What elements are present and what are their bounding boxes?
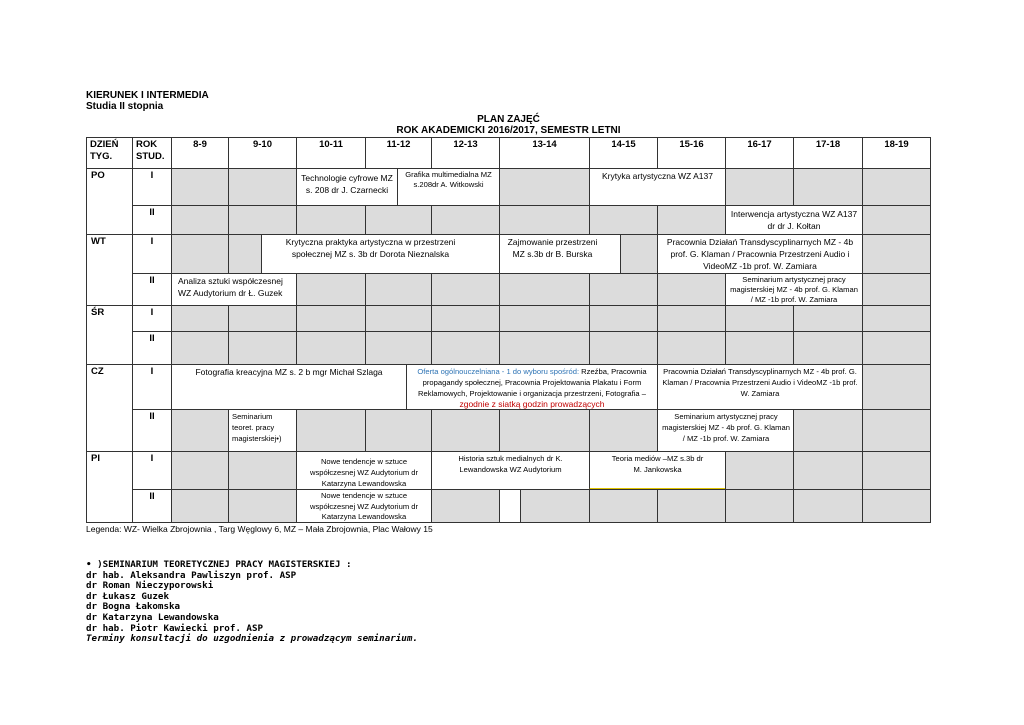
empty-slot bbox=[499, 168, 590, 206]
empty-slot bbox=[589, 331, 658, 365]
year-ii: II bbox=[132, 489, 172, 523]
class-zajmowanie-przestrzeni: Zajmowanie przestrzeni MZ s.3b dr B. Burska bbox=[499, 234, 621, 274]
notes-name: dr Łukasz Guzek bbox=[86, 590, 169, 602]
hour-header: 12-13 bbox=[431, 137, 500, 169]
hour-header: 9-10 bbox=[228, 137, 297, 169]
empty-slot bbox=[296, 305, 366, 332]
hour-header: 13-14 bbox=[499, 137, 590, 169]
class-pracownia-dzialan: Pracownia Działań Transdyscyplinarnych MZ - 4b prof. G. Klaman / Pracownia Przestrzeni Audio i VideoMZ -1b prof. W. Zamiara bbox=[657, 234, 863, 274]
empty-slot bbox=[365, 331, 432, 365]
empty-slot bbox=[171, 234, 229, 274]
empty-slot bbox=[171, 205, 229, 235]
empty-slot bbox=[862, 331, 931, 365]
empty-slot bbox=[589, 489, 658, 523]
seminar-notes bbox=[86, 560, 418, 645]
empty-slot bbox=[620, 234, 658, 274]
year-i: I bbox=[132, 364, 172, 410]
hour-header: 15-16 bbox=[657, 137, 726, 169]
class-seminarium-artystyczne: Seminarium artystycznej pracy magisterskiej MZ - 4b prof. G. Klaman / MZ -1b prof. W. Zamiara bbox=[725, 273, 863, 306]
day-po: PO bbox=[86, 168, 133, 235]
empty-slot bbox=[431, 273, 500, 306]
year-i: I bbox=[132, 305, 172, 332]
class-teoria-mediow: Teoria mediów –MZ s.3b dr M. Jankowska bbox=[589, 451, 726, 490]
notes-name: dr hab. Piotr Kawiecki prof. ASP bbox=[86, 622, 264, 634]
empty-slot bbox=[725, 305, 794, 332]
empty-slot bbox=[171, 331, 229, 365]
empty-slot bbox=[228, 331, 297, 365]
empty-slot bbox=[862, 168, 931, 206]
class-seminarium-artystyczne: Seminarium artystycznej pracy magisterskiej MZ - 4b prof. G. Klaman / MZ -1b prof. W. Zamiara bbox=[657, 409, 795, 452]
empty-slot bbox=[657, 205, 726, 235]
empty-slot bbox=[520, 489, 590, 523]
empty-slot bbox=[589, 305, 658, 332]
notes-title: • )SEMINARIUM TEORETYCZNEJ PRACY MAGISTERSKIEJ : bbox=[86, 559, 352, 570]
empty-slot bbox=[365, 409, 432, 452]
empty-slot bbox=[862, 305, 931, 332]
plan-title: PLAN ZAJĘĆ bbox=[477, 114, 540, 125]
empty-slot bbox=[228, 489, 297, 523]
empty-slot bbox=[499, 205, 590, 235]
class-krytyczna-praktyka: Krytyczna praktyka artystyczna w przestrzeni społecznej MZ s. 3b dr Dorota Nieznalska bbox=[261, 234, 500, 274]
class-interwencja-artystyczna: Interwencja artystyczna WZ A137 dr dr J. Kołtan bbox=[725, 205, 863, 235]
hour-header: 8-9 bbox=[171, 137, 229, 169]
class-krytyka-artystyczna: Krytyka artystyczna WZ A137 bbox=[589, 168, 726, 206]
empty-slot bbox=[499, 273, 590, 306]
empty-slot bbox=[793, 489, 863, 523]
class-pracownia-dzialan: Pracownia Działań Transdyscyplinarnych MZ - 4b prof. G. Klaman / Pracownia Przestrzeni Audio i VideoMZ -1b prof. W. Zamiara bbox=[657, 364, 863, 410]
empty-slot bbox=[431, 489, 500, 523]
empty-slot bbox=[228, 305, 297, 332]
hour-header: 18-19 bbox=[862, 137, 931, 169]
class-historia-sztuk-medialnych: Historia sztuk medialnych dr K. Lewandowska WZ Audytorium bbox=[431, 451, 590, 490]
notes-footer: Terminy konsultacji do uzgodnienia z prowadzącym seminarium. bbox=[86, 633, 418, 645]
empty-slot bbox=[499, 489, 521, 523]
empty-slot bbox=[862, 205, 931, 235]
day-pi: PI bbox=[86, 451, 133, 523]
empty-slot bbox=[793, 451, 863, 490]
year-ii: II bbox=[132, 205, 172, 235]
hour-header: 14-15 bbox=[589, 137, 658, 169]
empty-slot bbox=[657, 331, 726, 365]
hour-header: 11-12 bbox=[365, 137, 432, 169]
notes-name: dr hab. Aleksandra Pawliszyn prof. ASP bbox=[86, 569, 297, 581]
empty-slot bbox=[862, 364, 931, 410]
empty-slot bbox=[657, 489, 726, 523]
studia-heading: Studia II stopnia bbox=[86, 101, 164, 112]
empty-slot bbox=[725, 451, 794, 490]
empty-slot bbox=[431, 409, 500, 452]
empty-slot bbox=[228, 234, 262, 274]
class-nowe-tendencje: Nowe tendencje w sztuce współczesnej WZ Audytorium dr Katarzyna Lewandowska bbox=[296, 451, 432, 490]
empty-slot bbox=[793, 331, 863, 365]
empty-slot bbox=[862, 273, 931, 306]
hour-header: 10-11 bbox=[296, 137, 366, 169]
empty-slot bbox=[657, 273, 726, 306]
empty-slot bbox=[171, 451, 229, 490]
class-analiza-sztuki: Analiza sztuki współczesnej WZ Audytorium dr Ł. Guzek bbox=[171, 273, 297, 306]
empty-slot bbox=[296, 273, 366, 306]
empty-slot bbox=[499, 409, 590, 452]
empty-slot bbox=[365, 273, 432, 306]
empty-slot bbox=[589, 273, 658, 306]
empty-slot bbox=[499, 331, 590, 365]
empty-slot bbox=[862, 489, 931, 523]
col-year-header: ROK STUD. bbox=[132, 137, 172, 169]
class-fotografia-kreacyjna: Fotografia kreacyjna MZ s. 2 b mgr Michał Szlaga bbox=[171, 364, 407, 410]
empty-slot bbox=[365, 205, 432, 235]
empty-slot bbox=[793, 409, 863, 452]
empty-slot bbox=[589, 205, 658, 235]
empty-slot bbox=[793, 168, 863, 206]
empty-slot bbox=[725, 168, 794, 206]
year-ii: II bbox=[132, 409, 172, 452]
notes-name: dr Katarzyna Lewandowska bbox=[86, 611, 219, 623]
year-i: I bbox=[132, 234, 172, 274]
empty-slot bbox=[499, 305, 590, 332]
empty-slot bbox=[862, 451, 931, 490]
empty-slot bbox=[365, 305, 432, 332]
empty-slot bbox=[171, 305, 229, 332]
empty-slot bbox=[296, 205, 366, 235]
class-grafika-multimedialna: Grafika multimedialna MZ s.208dr A. Witkowski bbox=[397, 168, 500, 206]
academic-year-title: ROK AKADEMICKI 2016/2017, SEMESTR LETNI bbox=[396, 125, 621, 136]
notes-name: dr Bogna Łakomska bbox=[86, 601, 181, 613]
empty-slot bbox=[171, 409, 229, 452]
class-seminarium-teoretyczne: Seminarium teoret. pracy magisterskiej•) bbox=[228, 409, 297, 452]
empty-slot bbox=[431, 205, 500, 235]
empty-slot bbox=[296, 331, 366, 365]
year-i: I bbox=[132, 168, 172, 206]
day-cz: CZ bbox=[86, 364, 133, 452]
empty-slot bbox=[171, 168, 229, 206]
hour-header: 16-17 bbox=[725, 137, 794, 169]
empty-slot bbox=[228, 451, 297, 490]
empty-slot bbox=[657, 305, 726, 332]
empty-slot bbox=[431, 331, 500, 365]
class-nowe-tendencje: Nowe tendencje w sztuce współczesnej WZ Audytorium dr Katarzyna Lewandowska bbox=[296, 489, 432, 523]
legend: Legenda: WZ- Wielka Zbrojownia , Targ Węglowy 6, MZ – Mała Zbrojownia, Plac Wałowy 15 bbox=[86, 524, 433, 534]
empty-slot bbox=[725, 489, 794, 523]
empty-slot bbox=[296, 409, 366, 452]
empty-slot bbox=[725, 331, 794, 365]
day-wt: WT bbox=[86, 234, 133, 306]
schedule-table bbox=[86, 137, 931, 523]
year-ii: II bbox=[132, 331, 172, 365]
notes-name: dr Roman Nieczyporowski bbox=[86, 580, 214, 592]
empty-slot bbox=[589, 409, 658, 452]
class-oferta-ogolnouczelniana bbox=[406, 364, 658, 410]
year-i: I bbox=[132, 451, 172, 490]
empty-slot bbox=[171, 489, 229, 523]
kierunek-heading: KIERUNEK I INTERMEDIA bbox=[86, 90, 209, 101]
empty-slot bbox=[431, 305, 500, 332]
empty-slot bbox=[228, 205, 297, 235]
class-technologie-cyfrowe: Technologie cyfrowe MZ s. 208 dr J. Czarnecki bbox=[296, 168, 398, 206]
oferta-intro: Oferta ogólnouczelniana - 1 do wyboru spośród: bbox=[417, 367, 580, 376]
year-ii: II bbox=[132, 273, 172, 306]
oferta-note: zgodnie z siatką godzin prowadzących bbox=[459, 399, 605, 409]
empty-slot bbox=[862, 409, 931, 452]
day-sr: ŚR bbox=[86, 305, 133, 365]
empty-slot bbox=[793, 305, 863, 332]
empty-slot bbox=[862, 234, 931, 274]
oferta-list: Rzeźba, Pracownia propagandy społecznej, Pracownia Projektowania Plakatu i Form Reklamowych, Projektowanie i organizacja przestrzeni, Fotografia – bbox=[418, 367, 647, 398]
empty-slot bbox=[228, 168, 297, 206]
col-day-header: DZIEŃ TYG. bbox=[86, 137, 133, 169]
hour-header: 17-18 bbox=[793, 137, 863, 169]
